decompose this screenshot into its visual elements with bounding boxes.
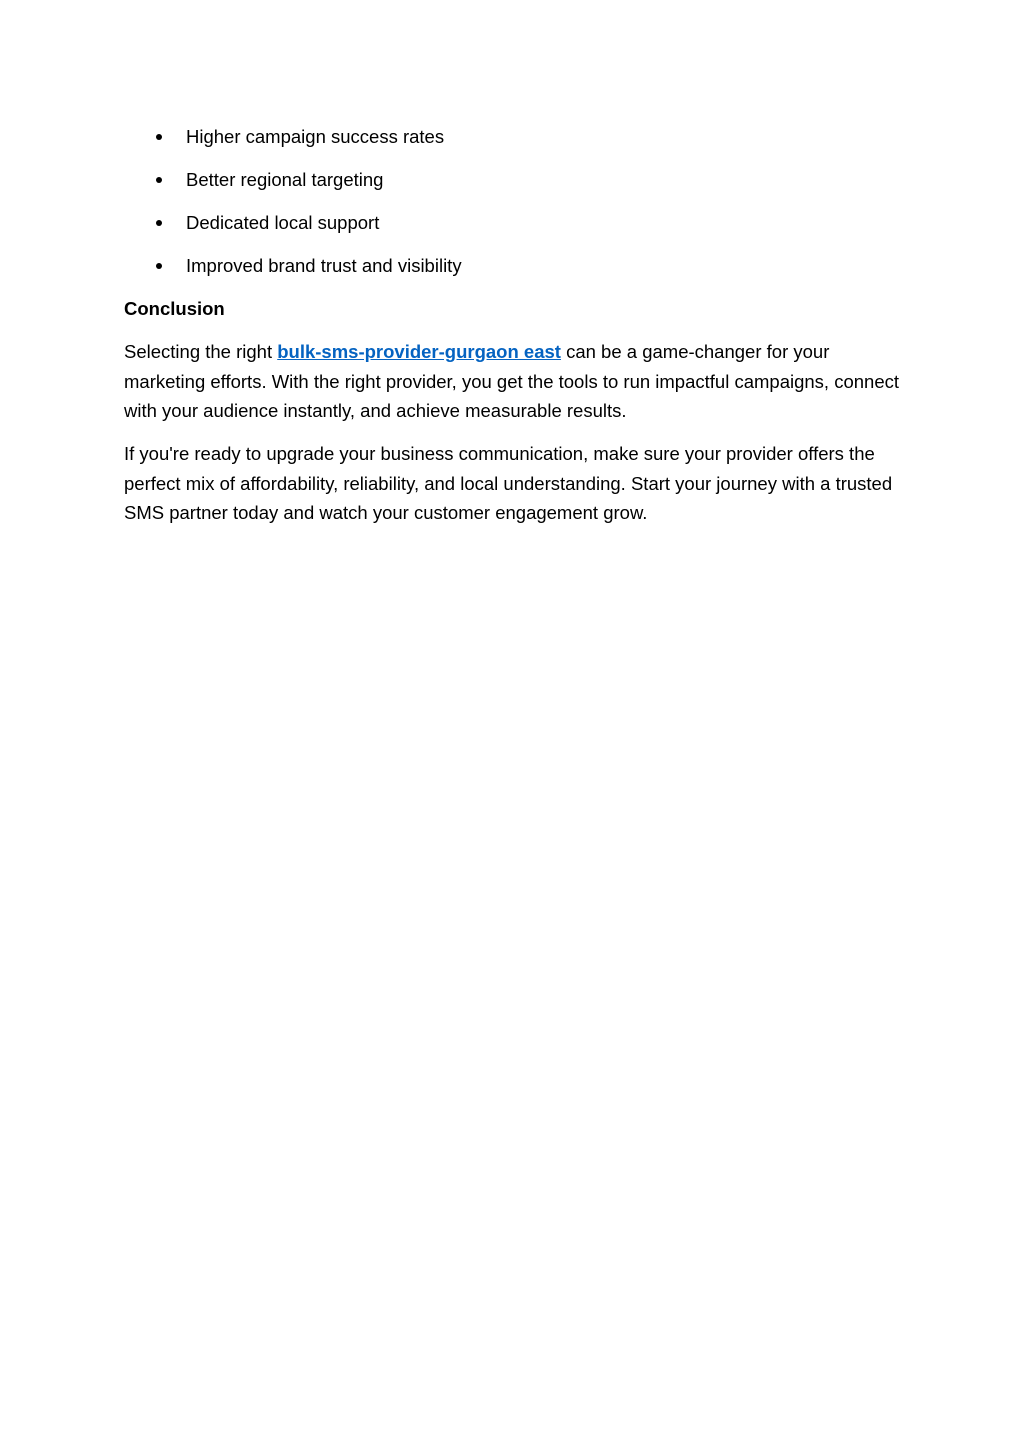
list-item-text: Higher campaign success rates: [186, 126, 445, 147]
benefits-list: [124, 122, 899, 281]
list-item-text: Dedicated local support: [186, 212, 380, 233]
paragraph-text-after-link: can be a game-changer for your marketing efforts. With the right provider, you get the tools to run impactful campaigns, connect with your audience instantly, and achieve measurable results.: [124, 341, 899, 421]
bullet-icon: [156, 177, 162, 183]
bullet-icon: [156, 263, 162, 269]
conclusion-paragraph-1: [124, 337, 899, 426]
bullet-icon: [156, 220, 162, 226]
list-item-text: Better regional targeting: [186, 169, 384, 190]
list-item-text: Improved brand trust and visibility: [186, 255, 462, 276]
list-item: [124, 208, 899, 238]
list-item: [124, 165, 899, 195]
page-content: [124, 122, 899, 541]
paragraph-text-before-link: Selecting the right: [124, 341, 278, 362]
list-item: [124, 122, 899, 152]
list-item: [124, 251, 899, 281]
conclusion-paragraph-2: If you're ready to upgrade your business communication, make sure your provider offers the perfect mix of affordability, reliability, and local understanding. Start your journey with a trusted SMS partner today and watch your customer engagement grow.: [124, 443, 893, 523]
conclusion-heading: Conclusion: [124, 298, 225, 319]
bulk-sms-provider-link[interactable]: bulk-sms-provider-gurgaon east: [277, 341, 561, 362]
bullet-icon: [156, 134, 162, 140]
